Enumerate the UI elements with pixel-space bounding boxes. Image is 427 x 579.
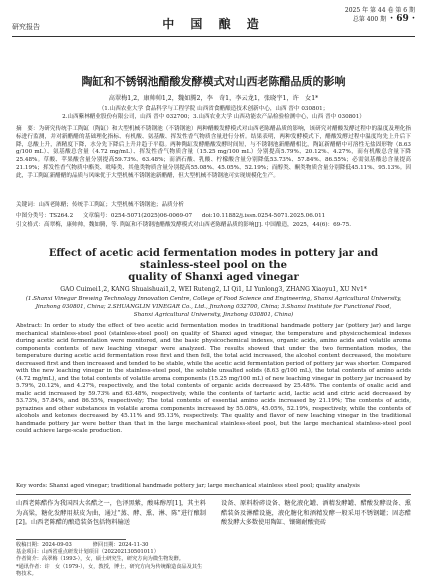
- abstract-en: Abstract: In order to study the effect of two acetic acid fermentation modes in traditional handmade pottery jar (pottery jar) and large mechanical stainless-steel pool (stainless-steel pool) on quality of Shanxi aged vinegar, the temperature and physicochemical indexes during acetic acid fermentation were monitored, and the basic physicochemical indexes, organic acids, amino acids and volatile aroma components contents of new leaching vinegar were analyzed. The results showed that under the two fermentation modes, the temperature during acetic acid fermentation rose first and then fell, the total acid increased, the alcohol content decreased, the moisture decreased first and then increased and tended to be stable, while the acetic acid fermentation period of pottery jar was shorter. Compared with the new leaching vinegar in the stainless-steel pool, the soluble unsalted solids (8.63 g/100 mL), the total contents of amino acids (4.72 mg/mL), and the total contents of volatile aroma components (15.25 mg/100 mL) of new leaching vinegar in pottery jar increased by 5.79%, 20.12%, and 4.27%, respectively, and the total contents of organic acids decreased by 25.48%. The contents of oxalic acid and malic acid increased by 59.73% and 63.48%, respectively, while the contents of tartaric acid, lactic acid and citric acid decreased by 53.73%, 57.84%, and 86.55%, respectively; The total contents of essential amino acids increased by 21.19%; The contents of acids, pyrazines and other substances in volatile aroma components increased by 55.08%, 45.05%, 52.19%, respectively, while the contents of alcohols and ketones decreased by 45.11% and 95.13%, respectively. The quality and flavor of new leaching vinegar in the traditional handmade pottery jar were better than that in the large mechanical stainless-steel pool, but the large mechanical stainless-steel pool could achieve large-scale production.: [16, 323, 411, 434]
- title-en-line-2: quality of Shanxi aged vinegar: [128, 272, 299, 283]
- footnote-corresponding: *通讯作者：许 女（1979-），女，教授，博士，研究方向为传统酿造食品及其生物技术。: [16, 563, 203, 577]
- clc-number: 中图分类号：TS264.2: [16, 213, 74, 219]
- section-label: 研究报告: [12, 23, 40, 31]
- footnote-received: 收稿日期：2024-09-03 修回日期：2024-11-30: [16, 542, 149, 548]
- body-text-right: 设备、原料粉碎设备、糖化液化罐、酒精发酵罐、醋酸发酵设备、熏醋装备及淋醋设施，液化糖化和酒精发酵一般采用不锈钢罐；固态醋酸发酵大多数使用陶缸、镶砌耐酸瓷砖: [221, 500, 411, 526]
- article-meta: [16, 213, 411, 221]
- total-issue: [345, 15, 415, 24]
- issue-number: 2025 年 第 44 卷 第 6 期: [344, 7, 415, 14]
- issue-info: [345, 6, 415, 24]
- authors-cn: 高翠梅1,2，康帅帅1,2，魏如腾2，李 奇1，李云龙1，张晓宇1，许 女1*: [108, 95, 319, 102]
- footnote-author: 作者简介：高翠梅（1993-），女，硕士研究生，研究方向为微生物发酵。: [16, 556, 184, 563]
- abstract-cn: 摘 要：为研究传统手工陶缸（陶缸）和大型机械不锈钢池（不锈钢池）两种醋酸发酵模式对山西老陈醋品质的影响，该研究对醋酸发酵过程中的温度及理化指标进行监测，并对新醋醋的基础理化指标、有机酸、氨基酸、挥发性香气物质含量进行分析。结果表明，两种发酵模式下，醋酸发酵过程中温度均先上升后下降，总酸上升，酒精度下降，水分先下降后上升并趋于平稳。两种陶缸发酵醋酸发酵时间短，与不锈钢池新醋醋相比，陶缸新醋醋中可溶性无盐固形物（8.63 g/100 mL）、氨基酸总含量（4.72 mg/mL）、挥发性香气物质含量（15.25 mg/100 mL）分别提高5.79%、20.12%、4.27%，而有机酸总含量下降25.48%。草酸、苹果酸含量分别提高59.73%、63.48%；而酒石酸、乳酸、柠檬酸含量分别降低53.73%、57.84%、86.55%；必需氨基酸总含量提高21.19%；挥发性香气物质中酯类、吡嗪类、其他类物质含量分别提高55.08%、45.05%、52.19%；而醇类、酮类物质含量分别降低45.11%、95.13%。因此，手工陶缸新醋醋的品质与风味优于大型机械不锈钢池新醋醋，但大型机械不锈钢池可实现规模化生产。: [16, 126, 411, 179]
- footnote-rule: [16, 539, 126, 540]
- header-rule: [12, 36, 415, 37]
- footnote: [16, 542, 206, 578]
- keywords-en: Key words: Shanxi aged vinegar; traditional handmade pottery jar; large mechanical stainless steel pool; quality analysis: [16, 483, 360, 489]
- title-en-line-1: Effect of acetic acid fermentation modes in pottery jar and stainless-steel pool on the: [48, 248, 379, 271]
- affiliation-en-3: Shanxi Agricultural University, Jinzhong 030801, China): [133, 312, 294, 318]
- body-text-left: 山西老陈醋作为我国四大名醋之一，色泽黑紫，酸味醇厚[1]，其主料为高粱，糖化发酵用麸皮为曲，通过“蒸、酵、熏、淋、陈”进行酿制[2]。山西老陈醋的酿造装备包括物料输送: [16, 500, 206, 526]
- affiliation-cn-1: （1.山西农业大学 食品科学与工程学院 山西省食醋酿造技术创新中心，山西 晋中 030801；: [98, 106, 329, 112]
- affiliation-en-2: Jinzhong 030801, China; 2.SHUANGLIN VINEGAR Co., Ltd., Jinzhong 032700, China; 3.Shanxi Institute for Functional Food,: [35, 304, 392, 310]
- title-en: [30, 248, 397, 284]
- citation: 引文格式：高翠梅，康帅帅，魏如腾，等. 陶缸和不锈钢池醋酸发酵模式对山西老陈醋品质的影响[J]. 中国酿造，2025，44(6)：69-75.: [16, 222, 351, 228]
- affiliation-cn-2: 2.山西紫林醋业股份有限公司，山西 晋中 032700；3.山西农业大学 山西功能农产品检验检测中心，山西 晋中 030801）: [62, 114, 365, 120]
- total-issue-text: 总第 400 期: [352, 16, 387, 23]
- article-code: 文章编号：0254-5071(2025)06-0069-07: [82, 213, 193, 219]
- journal-name: 中 国 酿 造: [162, 17, 265, 31]
- title-cn: 陶缸和不锈钢池醋酸发酵模式对山西老陈醋品质的影响: [81, 75, 346, 88]
- affiliation-en-1: (1.Shanxi Vinegar Brewing Technology Innovation Centre, College of Food Science and Engineering, Shanxi Agricultural University,: [25, 296, 402, 302]
- section-rule: [16, 494, 411, 495]
- authors-en: GAO Cuimei1,2, KANG Shuaishuai1,2, WEI Ruteng2, LI Qi1, LI Yunlong3, ZHANG Xiaoyu1, XU Nv1*: [60, 286, 367, 293]
- keywords-cn: 关键词：山西老陈醋；传统手工陶缸；大型机械不锈钢池；品质分析: [16, 202, 184, 208]
- footnote-fund: 基金项目：山西省重点研发计划项目（202202130501011）: [16, 549, 159, 556]
- page-header: [12, 6, 415, 34]
- doi[interactable]: doi:10.11882/j.issn.0254-5071.2025.06.011: [201, 213, 326, 219]
- page-number: · 69 ·: [389, 14, 415, 24]
